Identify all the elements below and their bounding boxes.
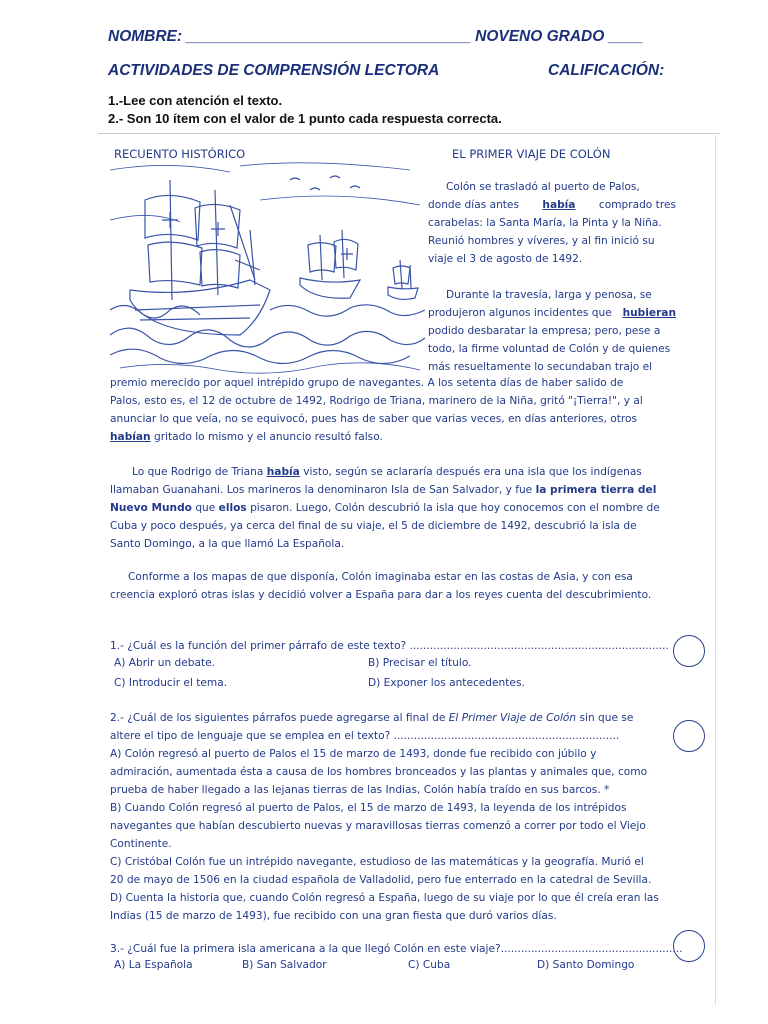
- q1-answer-circle[interactable]: [673, 635, 705, 667]
- q1-option-a[interactable]: A) Abrir un debate.: [114, 657, 216, 669]
- q1-option-b[interactable]: B) Precisar el título.: [368, 657, 472, 669]
- q1-option-c[interactable]: C) Introducir el tema.: [114, 677, 228, 689]
- q3-option-a[interactable]: A) La Española: [114, 959, 193, 971]
- p2-line-7: Palos, esto es, el 12 de octubre de 1492, Rodrigo de Triana, marinero de la Niña, gritó "¡Tierra!", y al: [110, 395, 643, 407]
- q2-line: C) Cristóbal Colón fue un intrépido navegante, estudioso de las matemáticas y la geografía. Murió el: [110, 856, 644, 868]
- q2-line: Continente.: [110, 838, 172, 850]
- p1-line-5: viaje el 3 de agosto de 1492.: [428, 253, 583, 265]
- question-3-stem: 3.- ¿Cuál fue la primera isla americana a la que llegó Colón en este viaje?......................................................: [110, 943, 683, 955]
- page-border: [715, 135, 716, 1005]
- instruction-2: 2.- Son 10 ítem con el valor de 1 punto cada respuesta correcta.: [108, 111, 502, 126]
- q2-line: 20 de mayo de 1506 en la ciudad española de Valladolid, pero fue enterrado en la catedral de Sevilla.: [110, 874, 652, 886]
- q2-line: D) Cuenta la historia que, cuando Colón regresó a España, luego de su viaje por lo que él creía eran las: [110, 892, 659, 904]
- p2-line-1: Durante la travesía, larga y penosa, se: [446, 289, 652, 301]
- p3-line-3: Nuevo Mundo que ellos pisaron. Luego, Colón descubrió la isla que hoy conocemos con el nombre de: [110, 502, 660, 514]
- question-1-stem: 1.- ¿Cuál es la función del primer párrafo de este texto? .............................................................................: [110, 640, 669, 652]
- section-label: RECUENTO HISTÓRICO: [114, 147, 246, 161]
- reading-title: EL PRIMER VIAJE DE COLÓN: [452, 147, 611, 161]
- q3-option-b[interactable]: B) San Salvador: [242, 959, 327, 971]
- p3-line-1: Lo que Rodrigo de Triana había visto, según se aclararía después era una isla que los indígenas: [132, 466, 642, 478]
- p1-line-4: Reunió hombres y víveres, y al fin inició su: [428, 235, 655, 247]
- p2-line-9: habían gritado lo mismo y el anuncio resultó falso.: [110, 431, 383, 443]
- instruction-1: 1.-Lee con atención el texto.: [108, 93, 283, 108]
- p2-line-2: produjeron algunos incidentes que hubieran: [428, 307, 676, 319]
- q2-line: Indias (15 de marzo de 1493), fue recibido con una gran fiesta que duró varios días.: [110, 910, 557, 922]
- grade-label: CALIFICACIÓN:: [548, 62, 665, 79]
- p4-line-2: creencia exploró otras islas y decidió volver a España para dar a los reyes cuenta del descubrimiento.: [110, 589, 652, 601]
- q1-option-d[interactable]: D) Exponer los antecedentes.: [368, 677, 525, 689]
- p2-line-3: podido desbaratar la empresa; pero, pese a: [428, 325, 661, 337]
- q3-option-d[interactable]: D) Santo Domingo: [537, 959, 635, 971]
- p3-line-4: Cuba y poco después, ya cerca del final de su viaje, el 5 de diciembre de 1492, descubrió la isla de: [110, 520, 637, 532]
- q2-line: navegantes que habían descubierto nuevas y maravillosas tierras comenzó a correr por todo el Viejo: [110, 820, 646, 832]
- question-2-stem-cont: altere el tipo de lenguaje que se emplea en el texto? ...................................................................: [110, 730, 620, 742]
- p1-line-1: Colón se trasladó al puerto de Palos,: [446, 181, 640, 193]
- activity-title: ACTIVIDADES DE COMPRENSIÓN LECTORA: [108, 62, 440, 79]
- p1-line-3: carabelas: la Santa María, la Pinta y la Niña.: [428, 217, 662, 229]
- q2-options[interactable]: [110, 745, 659, 925]
- q2-answer-circle[interactable]: [673, 720, 705, 752]
- q3-option-c[interactable]: C) Cuba: [408, 959, 451, 971]
- caravels-illustration: [110, 160, 425, 375]
- p1-line-2: donde días antes había comprado tres: [428, 199, 676, 211]
- q2-line: B) Cuando Colón regresó al puerto de Palos, el 15 de marzo de 1493, la leyenda de los intrépidos: [110, 802, 627, 814]
- q2-line: prueba de haber llegado a las lejanas tierras de las Indias, Colón había traído en sus barcos. *: [110, 784, 610, 796]
- divider: [98, 133, 720, 134]
- p2-line-8: anunciar lo que veía, no se equivocó, pues has de saber que varias veces, en días anteriores, otros: [110, 413, 637, 425]
- q2-line: admiración, aumentada ésta a causa de los hombres bronceados y las plantas y animales que, como: [110, 766, 648, 778]
- p4-line-1: Conforme a los mapas de que disponía, Colón imaginaba estar en las costas de Asia, y con esa: [128, 571, 633, 583]
- p2-line-4: todo, la firme voluntad de Colón y de quienes: [428, 343, 671, 355]
- p2-line-6: premio merecido por aquel intrépido grupo de navegantes. A los setenta días de haber salido de: [110, 377, 624, 389]
- q3-answer-circle[interactable]: [673, 930, 705, 962]
- q2-line: A) Colón regresó al puerto de Palos el 15 de marzo de 1493, donde fue recibido con júbilo y: [110, 748, 597, 760]
- name-grade-line: NOMBRE: _________________________________ NOVENO GRADO ____: [108, 28, 644, 45]
- p3-line-5: Santo Domingo, a la que llamó La Española.: [110, 538, 345, 550]
- p2-line-5: más resueltamente lo secundaban trajo el: [428, 361, 653, 373]
- question-2-stem: 2.- ¿Cuál de los siguientes párrafos puede agregarse al final de El Primer Viaje de Colón sin que se: [110, 712, 634, 724]
- p3-line-2: llamaban Guanahani. Los marineros la denominaron Isla de San Salvador, y fue la primera tierra del: [110, 484, 657, 496]
